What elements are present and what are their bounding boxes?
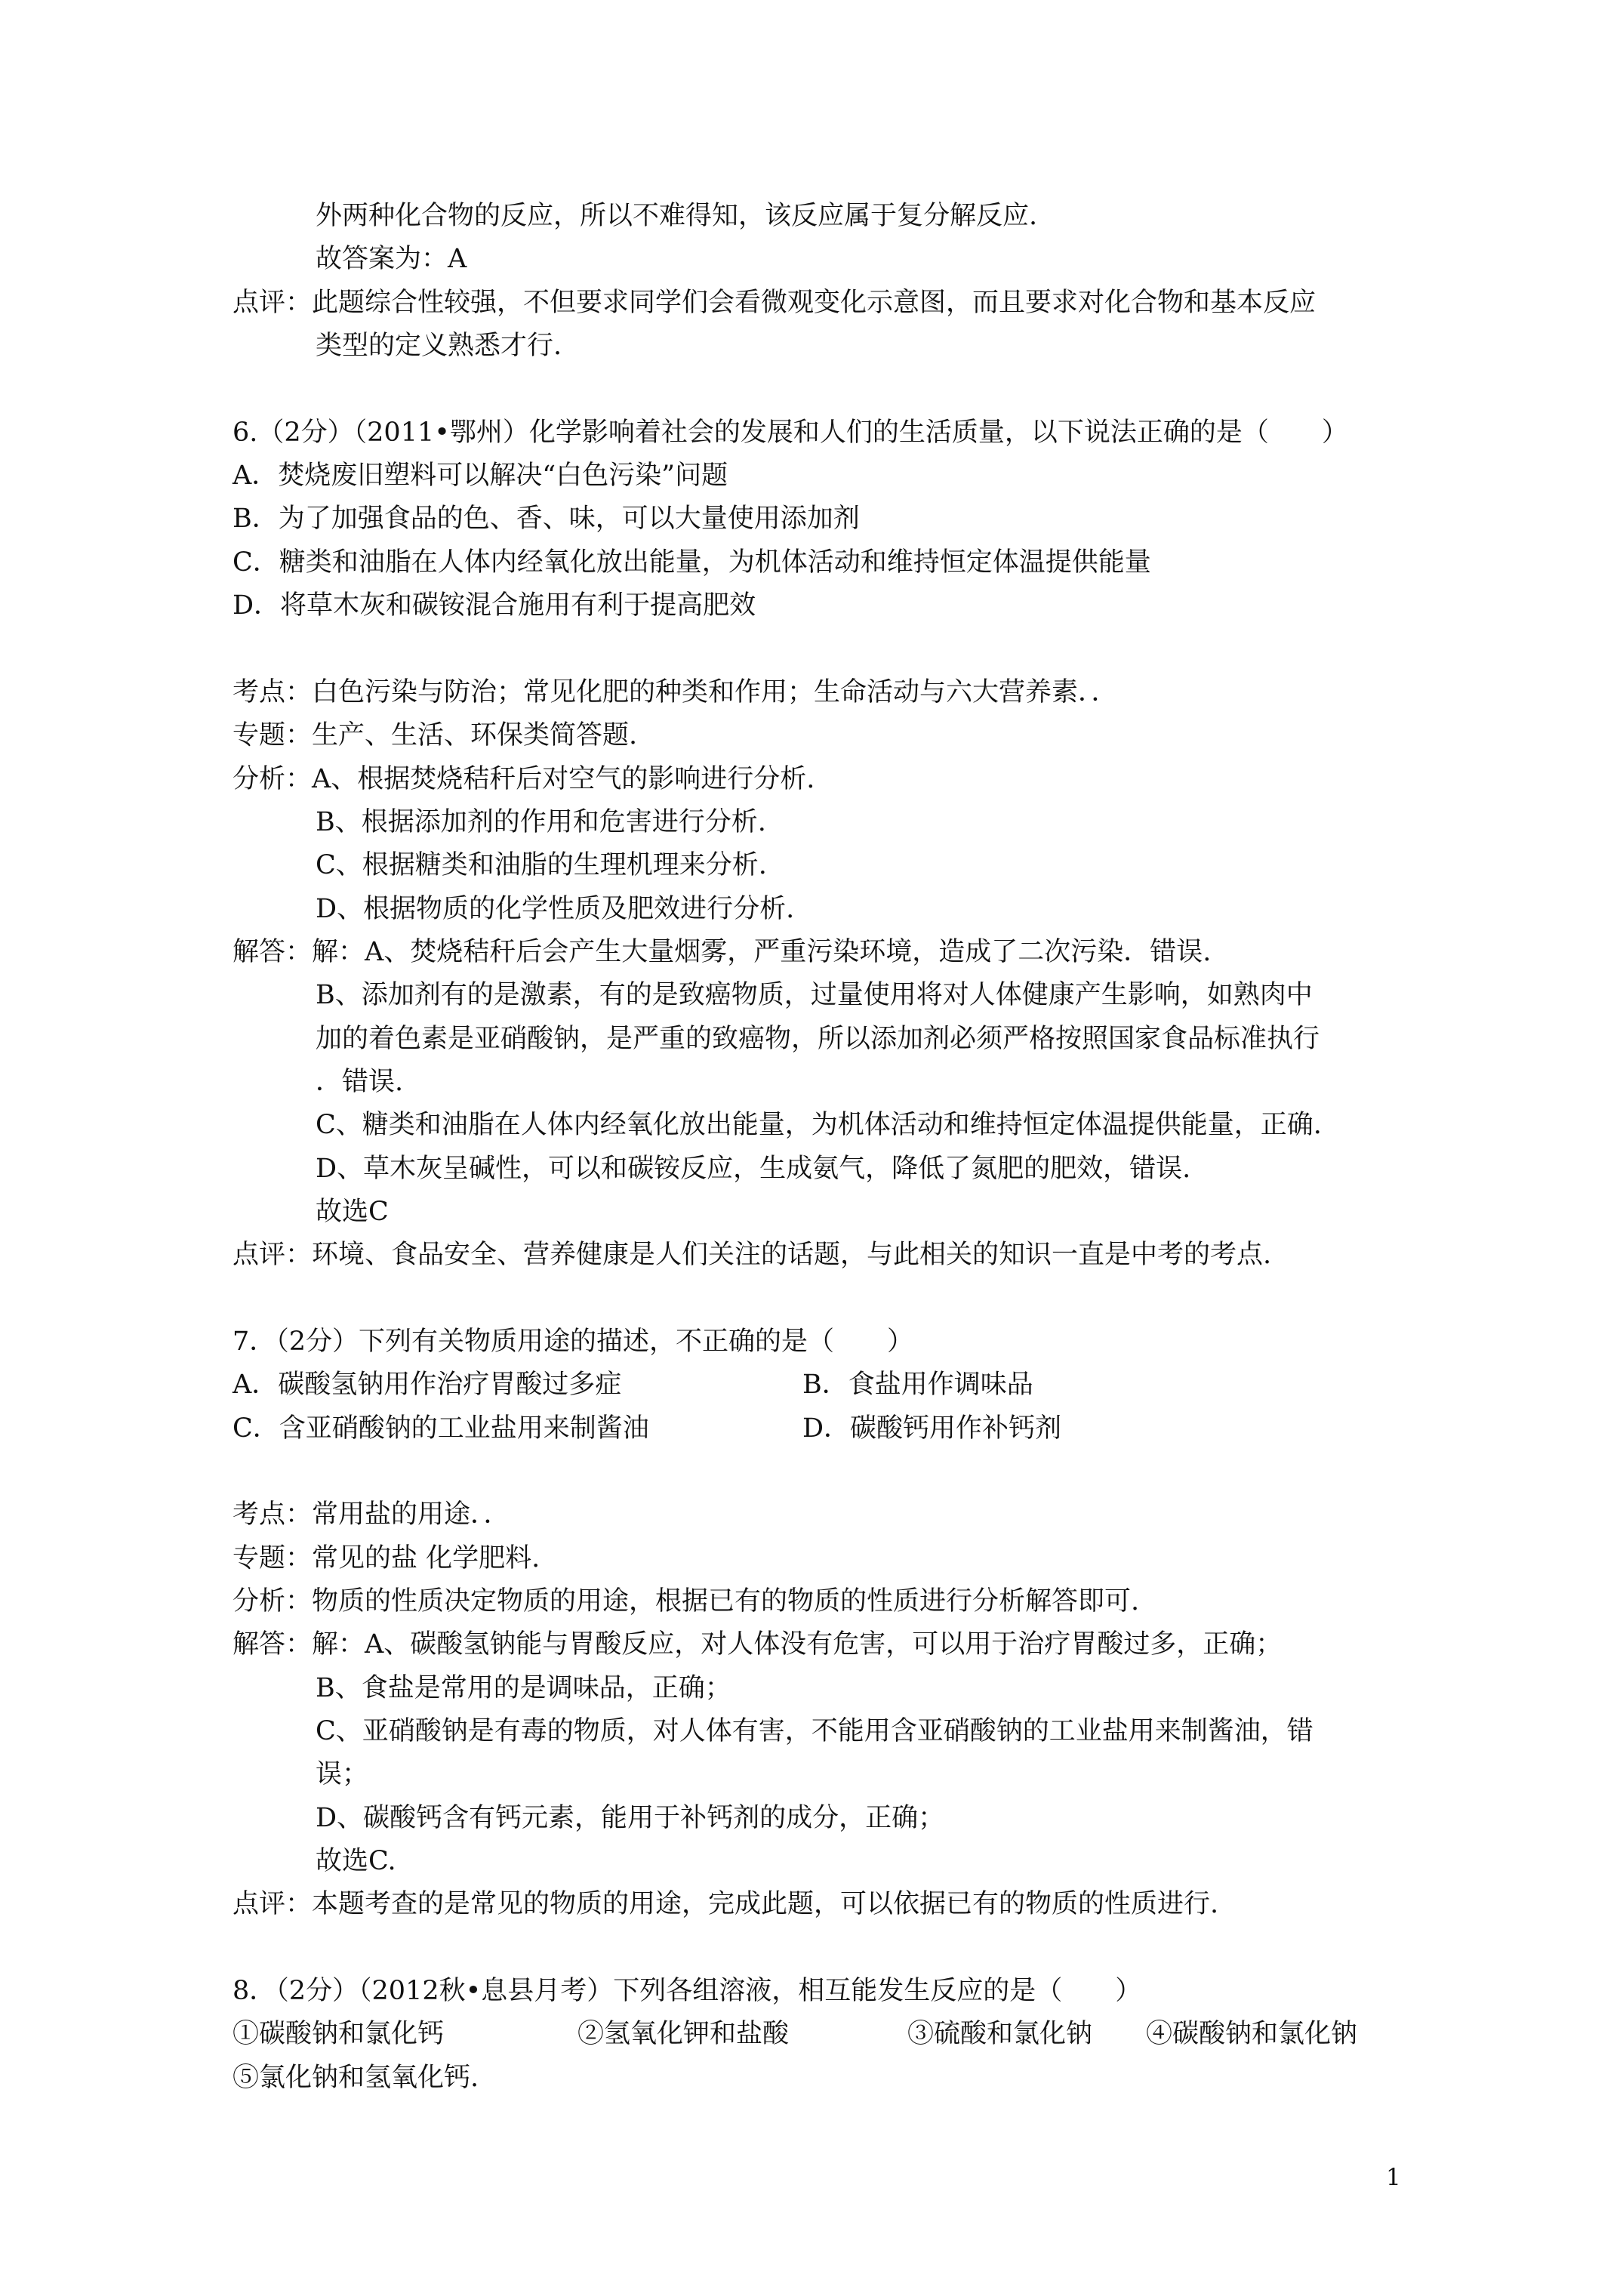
q7-jieda-d: D、碳酸钙含有钙元素，能用于补钙剂的成分，正确； bbox=[316, 1803, 945, 1833]
q7-zhuanti: 专题：常见的盐 化学肥料. bbox=[233, 1543, 540, 1573]
q6-fenxi-b: B、根据添加剂的作用和危害进行分析. bbox=[316, 807, 766, 837]
q6-jieda: 解答：解：A、焚烧秸秆后会产生大量烟雾，严重污染环境，造成了二次污染．错误. bbox=[233, 937, 1212, 967]
q5-comment-cont: 类型的定义熟悉才行. bbox=[316, 331, 562, 361]
q7-option-b: B．食盐用作调味品 bbox=[802, 1370, 1033, 1400]
q8-option-1: ①碳酸钠和氯化钙 bbox=[233, 2019, 445, 2049]
q6-comment: 点评：环境、食品安全、营养健康是人们关注的话题，与此相关的知识一直是中考的考点. bbox=[233, 1240, 1272, 1270]
q7-jieda-c-cont: 误； bbox=[316, 1759, 369, 1789]
q6-jieda-d: D、草木灰呈碱性，可以和碳铵反应，生成氨气，降低了氮肥的肥效，错误. bbox=[316, 1154, 1191, 1184]
q6-jieda-b-end: ．错误. bbox=[316, 1067, 404, 1097]
q6-kaodian: 考点：白色污染与防治；常见化肥的种类和作用；生命活动与六大营养素．． bbox=[233, 677, 1118, 707]
q5-comment: 点评：此题综合性较强，不但要求同学们会看微观变化示意图，而且要求对化合物和基本反应 bbox=[233, 288, 1317, 318]
q8-option-3: ③硫酸和氯化钠 bbox=[907, 2019, 1093, 2049]
q7-option-d: D．碳酸钙用作补钙剂 bbox=[802, 1413, 1062, 1444]
q7-fenxi: 分析：物质的性质决定物质的用途，根据已有的物质的性质进行分析解答即可. bbox=[233, 1586, 1140, 1616]
q5-analysis-line: 外两种化合物的反应，所以不难得知，该反应属于复分解反应. bbox=[316, 201, 1038, 231]
q7-jieda-b: B、食盐是常用的是调味品，正确； bbox=[316, 1673, 731, 1703]
q8-option-4: ④碳酸钠和氯化钠 bbox=[1146, 2019, 1358, 2049]
q6-jieda-c: C、糖类和油脂在人体内经氧化放出能量，为机体活动和维持恒定体温提供能量，正确. bbox=[316, 1110, 1322, 1140]
q5-answer: 故答案为：A bbox=[316, 244, 467, 274]
q7-kaodian: 考点：常用盐的用途．． bbox=[233, 1499, 510, 1530]
q6-zhuanti: 专题：生产、生活、环保类简答题. bbox=[233, 720, 638, 750]
q7-option-c: C．含亚硝酸钠的工业盐用来制酱油 bbox=[233, 1413, 649, 1444]
q8-option-2: ②氢氧化钾和盐酸 bbox=[577, 2019, 790, 2049]
q7-comment: 点评：本题考查的是常见的物质的用途，完成此题，可以依据已有的物质的性质进行. bbox=[233, 1889, 1219, 1919]
q7-option-a: A．碳酸氢钠用作治疗胃酸过多症 bbox=[233, 1370, 622, 1400]
q6-option-b: B．为了加强食品的色、香、味，可以大量使用添加剂 bbox=[233, 504, 860, 534]
q6-option-d: D．将草木灰和碳铵混合施用有利于提高肥效 bbox=[233, 590, 756, 621]
q6-fenxi: 分析：A、根据焚烧秸秆后对空气的影响进行分析. bbox=[233, 764, 815, 794]
q6-stem: 6.（2分）（2011•鄂州）化学影响着社会的发展和人们的生活质量，以下说法正确的是（ ） bbox=[233, 418, 1348, 448]
q7-jieda-c: C、亚硝酸钠是有毒的物质，对人体有害，不能用含亚硝酸钠的工业盐用来制酱油，错 bbox=[316, 1716, 1313, 1746]
q6-fenxi-c: C、根据糖类和油脂的生理机理来分析. bbox=[316, 850, 767, 880]
q7-stem: 7．（2分）下列有关物质用途的描述，不正确的是（ ） bbox=[233, 1327, 914, 1357]
q6-fenxi-d: D、根据物质的化学性质及肥效进行分析. bbox=[316, 894, 795, 924]
q7-answer: 故选C. bbox=[316, 1846, 396, 1876]
q6-jieda-b-cont: 加的着色素是亚硝酸钠，是严重的致癌物，所以添加剂必须严格按照国家食品标准执行 bbox=[316, 1024, 1320, 1054]
q6-jieda-b: B、添加剂有的是激素，有的是致癌物质，过量使用将对人体健康产生影响，如熟肉中 bbox=[316, 980, 1313, 1010]
page-number: 1 bbox=[1386, 2164, 1401, 2191]
q7-jieda: 解答：解：A、碳酸氢钠能与胃酸反应，对人体没有危害，可以用于治疗胃酸过多，正确； bbox=[233, 1629, 1283, 1660]
q6-answer: 故选C bbox=[316, 1197, 389, 1227]
q8-stem: 8．（2分）（2012秋•息县月考）下列各组溶液，相互能发生反应的是（ ） bbox=[233, 1976, 1142, 2006]
q6-option-a: A．焚烧废旧塑料可以解决“白色污染”问题 bbox=[233, 461, 728, 491]
q6-option-c: C．糖类和油脂在人体内经氧化放出能量，为机体活动和维持恒定体温提供能量 bbox=[233, 547, 1151, 578]
q8-option-5: ⑤氯化钠和氢氧化钙. bbox=[233, 2063, 479, 2093]
